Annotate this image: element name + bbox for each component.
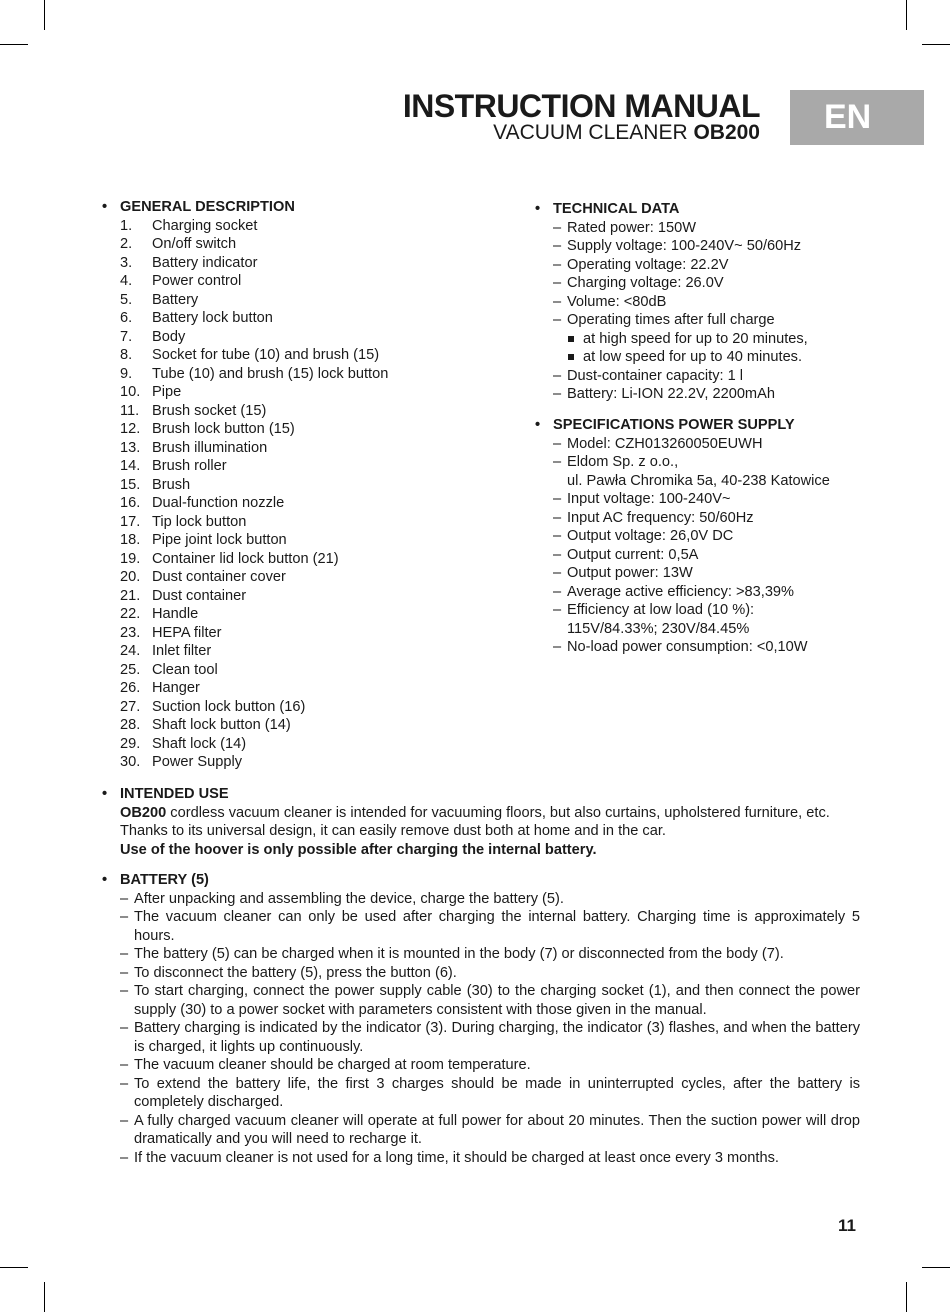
list-item <box>102 568 502 587</box>
item-text: Efficiency at low load (10 %): <box>567 602 755 618</box>
crop-mark <box>44 0 45 30</box>
manual-title: INSTRUCTION MANUAL <box>402 88 760 124</box>
list-item <box>102 439 502 458</box>
list-item <box>102 679 502 698</box>
item-number: 7. <box>120 328 133 345</box>
model-name: OB200 <box>693 121 760 144</box>
dash-icon: – <box>553 565 562 581</box>
item-label: Battery lock button <box>152 310 273 326</box>
list-item <box>102 420 502 439</box>
list-item <box>102 254 502 273</box>
section-heading: • SPECIFICATIONS POWER SUPPLY <box>535 417 795 433</box>
list-item <box>102 476 502 495</box>
item-text: 115V/84.33%; 230V/84.45% <box>567 620 750 637</box>
list-item <box>102 531 502 550</box>
item-number: 8. <box>120 347 133 363</box>
item-number: 28. <box>120 717 141 733</box>
item-label: Brush illumination <box>152 439 268 456</box>
list-item: – Battery: Li-ION 22.2V, 2200mAh <box>553 386 775 402</box>
square-bullet-icon <box>568 354 574 360</box>
item-text: Output current: 0,5A <box>567 546 699 563</box>
parts-list <box>102 217 502 772</box>
item-text: Battery charging is indicated by the indicator (3). During charging, the indicator (3) flashes, and when the battery is charged, it lights up continuously. <box>134 1020 860 1055</box>
list-item <box>102 587 502 606</box>
item-label: Socket for tube (10) and brush (15) <box>152 347 380 363</box>
list-item <box>102 217 502 236</box>
item-label: Tip lock button <box>152 513 247 530</box>
dash-icon: – <box>120 1149 129 1166</box>
list-item <box>102 1149 860 1168</box>
item-text: The vacuum cleaner should be charged at room temperature. <box>134 1057 531 1073</box>
item-label: Battery <box>152 291 199 308</box>
crop-mark <box>922 44 950 45</box>
power-supply-section <box>535 416 875 657</box>
list-item <box>535 490 875 509</box>
item-number: 9. <box>120 365 133 382</box>
language-tab: EN <box>790 90 924 145</box>
item-number: 4. <box>120 273 133 289</box>
list-item <box>535 638 875 657</box>
item-number: 2. <box>120 236 133 252</box>
section-heading: • BATTERY (5) <box>102 872 209 888</box>
list-item <box>102 624 502 643</box>
dash-icon: – <box>553 546 562 563</box>
item-label: Pipe <box>152 384 182 400</box>
item-number: 25. <box>120 661 141 678</box>
list-item <box>102 235 502 254</box>
item-text: Model: CZH013260050EUWH <box>567 435 763 452</box>
item-text: Input voltage: 100-240V~ <box>567 491 731 507</box>
item-number: 14. <box>120 458 141 474</box>
list-item <box>102 982 860 1019</box>
item-number: 12. <box>120 421 141 437</box>
crop-mark <box>922 1267 950 1268</box>
item-text: No-load power consumption: <0,10W <box>567 639 808 655</box>
item-text: Average active efficiency: >83,39% <box>567 583 795 600</box>
item-text: Output power: 13W <box>567 565 693 581</box>
crop-mark <box>906 1282 907 1312</box>
item-label: Battery indicator <box>152 254 258 271</box>
item-number: 16. <box>120 495 141 511</box>
bullet-icon: • <box>535 417 541 433</box>
manual-subtitle <box>493 121 760 145</box>
list-item: – Charging voltage: 26.0V <box>553 275 724 291</box>
dash-icon: – <box>553 435 562 452</box>
item-label: Clean tool <box>152 661 218 678</box>
dash-icon: – <box>120 964 129 981</box>
technical-data-list <box>535 219 875 404</box>
crop-mark <box>0 1267 28 1268</box>
list-item <box>535 453 875 490</box>
item-label: Shaft lock (14) <box>152 735 247 752</box>
item-text: Output voltage: 26,0V DC <box>567 528 734 544</box>
dash-icon: – <box>553 509 562 526</box>
dash-icon: – <box>553 583 562 600</box>
section-heading: • INTENDED USE <box>102 786 229 802</box>
item-number: 5. <box>120 291 133 308</box>
list-item <box>102 890 860 909</box>
list-item <box>535 564 875 583</box>
list-item <box>102 291 502 310</box>
list-item <box>102 753 502 772</box>
dash-icon: – <box>553 491 562 507</box>
list-item <box>102 605 502 624</box>
dash-icon: – <box>120 890 129 907</box>
list-item: – Rated power: 150W <box>553 219 696 236</box>
list-item <box>102 1112 860 1149</box>
item-number: 19. <box>120 550 141 567</box>
list-item <box>535 546 875 565</box>
intended-use-section <box>102 785 860 859</box>
item-label: Brush socket (15) <box>152 402 267 419</box>
list-item <box>102 642 502 661</box>
dash-icon: – <box>120 1020 129 1036</box>
bullet-icon: • <box>102 786 108 802</box>
item-number: 22. <box>120 606 141 622</box>
bullet-icon: • <box>535 201 541 217</box>
list-item <box>102 1019 860 1056</box>
list-item <box>102 1056 860 1075</box>
list-item <box>102 698 502 717</box>
item-text: To extend the battery life, the first 3 charges should be made in uninterrupted cycles, after the battery is completely discharged. <box>134 1075 860 1110</box>
list-item: – Dust-container capacity: 1 l <box>553 367 744 384</box>
item-text: The vacuum cleaner can only be used after charging the internal battery. Charging time is approximately 5 hours. <box>134 909 860 944</box>
list-item <box>102 365 502 384</box>
list-item <box>102 964 860 983</box>
list-item <box>102 346 502 365</box>
item-number: 20. <box>120 569 141 585</box>
item-number: 24. <box>120 643 141 659</box>
list-item <box>535 509 875 528</box>
section-heading: • TECHNICAL DATA <box>535 201 680 217</box>
battery-instructions-list <box>102 890 860 1168</box>
list-item: at low speed for up to 40 minutes. <box>567 348 875 367</box>
list-item <box>102 513 502 532</box>
list-item <box>535 435 875 454</box>
item-label: Brush <box>152 476 191 493</box>
bullet-icon: • <box>102 872 108 888</box>
item-number: 17. <box>120 513 141 530</box>
list-item <box>102 309 502 328</box>
list-item: – Supply voltage: 100-240V~ 50/60Hz <box>553 238 802 254</box>
general-description-section <box>102 198 502 772</box>
item-label: Dust container cover <box>152 569 286 585</box>
item-label: Shaft lock button (14) <box>152 717 291 733</box>
dash-icon: – <box>553 454 562 470</box>
list-item <box>102 735 502 754</box>
item-label: Handle <box>152 606 199 622</box>
list-item <box>102 550 502 569</box>
item-number: 6. <box>120 310 133 326</box>
list-item: – Volume: <80dB <box>553 293 667 310</box>
item-text: To start charging, connect the power supply cable (30) to the charging socket (1), and then connect the power supply (30) to a power socket with parameters consistent with those given in the manual. <box>134 983 860 1018</box>
technical-data-section <box>535 200 875 404</box>
item-number: 13. <box>120 439 141 456</box>
item-label: Dual-function nozzle <box>152 495 285 511</box>
operating-times-sublist <box>567 330 875 367</box>
item-label: Suction lock button (16) <box>152 698 306 715</box>
list-item <box>102 1075 860 1112</box>
dash-icon: – <box>120 946 129 962</box>
item-text: Input AC frequency: 50/60Hz <box>567 509 754 526</box>
list-item <box>102 402 502 421</box>
item-label: Container lid lock button (21) <box>152 550 339 567</box>
battery-section <box>102 871 860 1167</box>
item-text: If the vacuum cleaner is not used for a long time, it should be charged at least once every 3 months. <box>134 1149 779 1166</box>
item-number: 15. <box>120 476 141 493</box>
item-label: Charging socket <box>152 217 258 234</box>
list-item: – Operating voltage: 22.2V <box>553 256 729 273</box>
list-item <box>102 494 502 513</box>
dash-icon: – <box>553 528 562 544</box>
item-number: 3. <box>120 254 133 271</box>
power-supply-list <box>535 435 875 657</box>
square-bullet-icon <box>568 336 574 342</box>
list-item: at high speed for up to 20 minutes, <box>567 330 875 349</box>
item-label: Tube (10) and brush (15) lock button <box>152 365 389 382</box>
dash-icon: – <box>120 1112 129 1129</box>
dash-icon: – <box>120 1075 129 1092</box>
item-number: 26. <box>120 680 141 696</box>
item-number: 30. <box>120 754 141 770</box>
item-label: Power control <box>152 273 242 289</box>
list-item <box>102 908 860 945</box>
item-label: On/off switch <box>152 236 237 252</box>
item-number: 18. <box>120 532 141 548</box>
item-number: 23. <box>120 624 141 641</box>
item-label: Brush roller <box>152 458 227 474</box>
item-label: Dust container <box>152 587 247 604</box>
dash-icon: – <box>553 639 562 655</box>
subtitle-prefix: VACUUM CLEANER <box>493 121 694 144</box>
bullet-icon: • <box>102 199 108 215</box>
item-text: A fully charged vacuum cleaner will operate at full power for about 20 minutes. Then the suction power will drop dramatically and you will need to recharge it. <box>134 1112 860 1147</box>
intended-use-text: OB200 cordless vacuum cleaner is intended for vacuuming floors, but also curtains, upholstered furniture, etc. Thanks to its universal design, it can easily remove dust both at home and in the car. <box>120 804 830 839</box>
item-text: After unpacking and assembling the device, charge the battery (5). <box>134 890 564 907</box>
item-label: HEPA filter <box>152 624 222 641</box>
item-text: To disconnect the battery (5), press the button (6). <box>134 964 457 981</box>
item-number: 11. <box>120 402 140 419</box>
list-item <box>535 527 875 546</box>
list-item <box>535 583 875 602</box>
list-item <box>102 457 502 476</box>
crop-mark <box>906 0 907 30</box>
item-label: Power Supply <box>152 754 243 770</box>
list-item <box>102 716 502 735</box>
list-item <box>535 601 875 638</box>
list-item <box>102 383 502 402</box>
item-text: The battery (5) can be charged when it is mounted in the body (7) or disconnected from the body (7). <box>134 946 784 962</box>
list-item <box>102 661 502 680</box>
page-number: 11 <box>838 1216 856 1235</box>
item-number: 1. <box>120 217 133 234</box>
item-text: ul. Pawła Chromika 5a, 40-238 Katowice <box>567 472 830 489</box>
item-number: 21. <box>120 587 141 604</box>
dash-icon: – <box>553 602 562 618</box>
dash-icon: – <box>120 983 129 999</box>
crop-mark <box>44 1282 45 1312</box>
charging-note: Use of the hoover is only possible after charging the internal battery. <box>120 841 597 858</box>
item-number: 29. <box>120 735 141 752</box>
item-label: Body <box>152 328 186 345</box>
list-item <box>102 945 860 964</box>
item-label: Inlet filter <box>152 643 212 659</box>
section-heading: • GENERAL DESCRIPTION <box>102 199 295 215</box>
list-item: – Operating times after full charge at high speed for up to 20 minutes, at low speed for up to 40 minutes. <box>535 311 875 367</box>
item-number: 27. <box>120 698 141 715</box>
dash-icon: – <box>120 909 129 925</box>
item-label: Pipe joint lock button <box>152 532 287 548</box>
item-label: Brush lock button (15) <box>152 421 295 437</box>
item-label: Hanger <box>152 680 200 696</box>
item-number: 10. <box>120 384 141 400</box>
list-item <box>102 272 502 291</box>
dash-icon: – <box>120 1057 129 1073</box>
list-item <box>102 328 502 347</box>
crop-mark <box>0 44 28 45</box>
item-text: Eldom Sp. z o.o., <box>567 454 679 470</box>
